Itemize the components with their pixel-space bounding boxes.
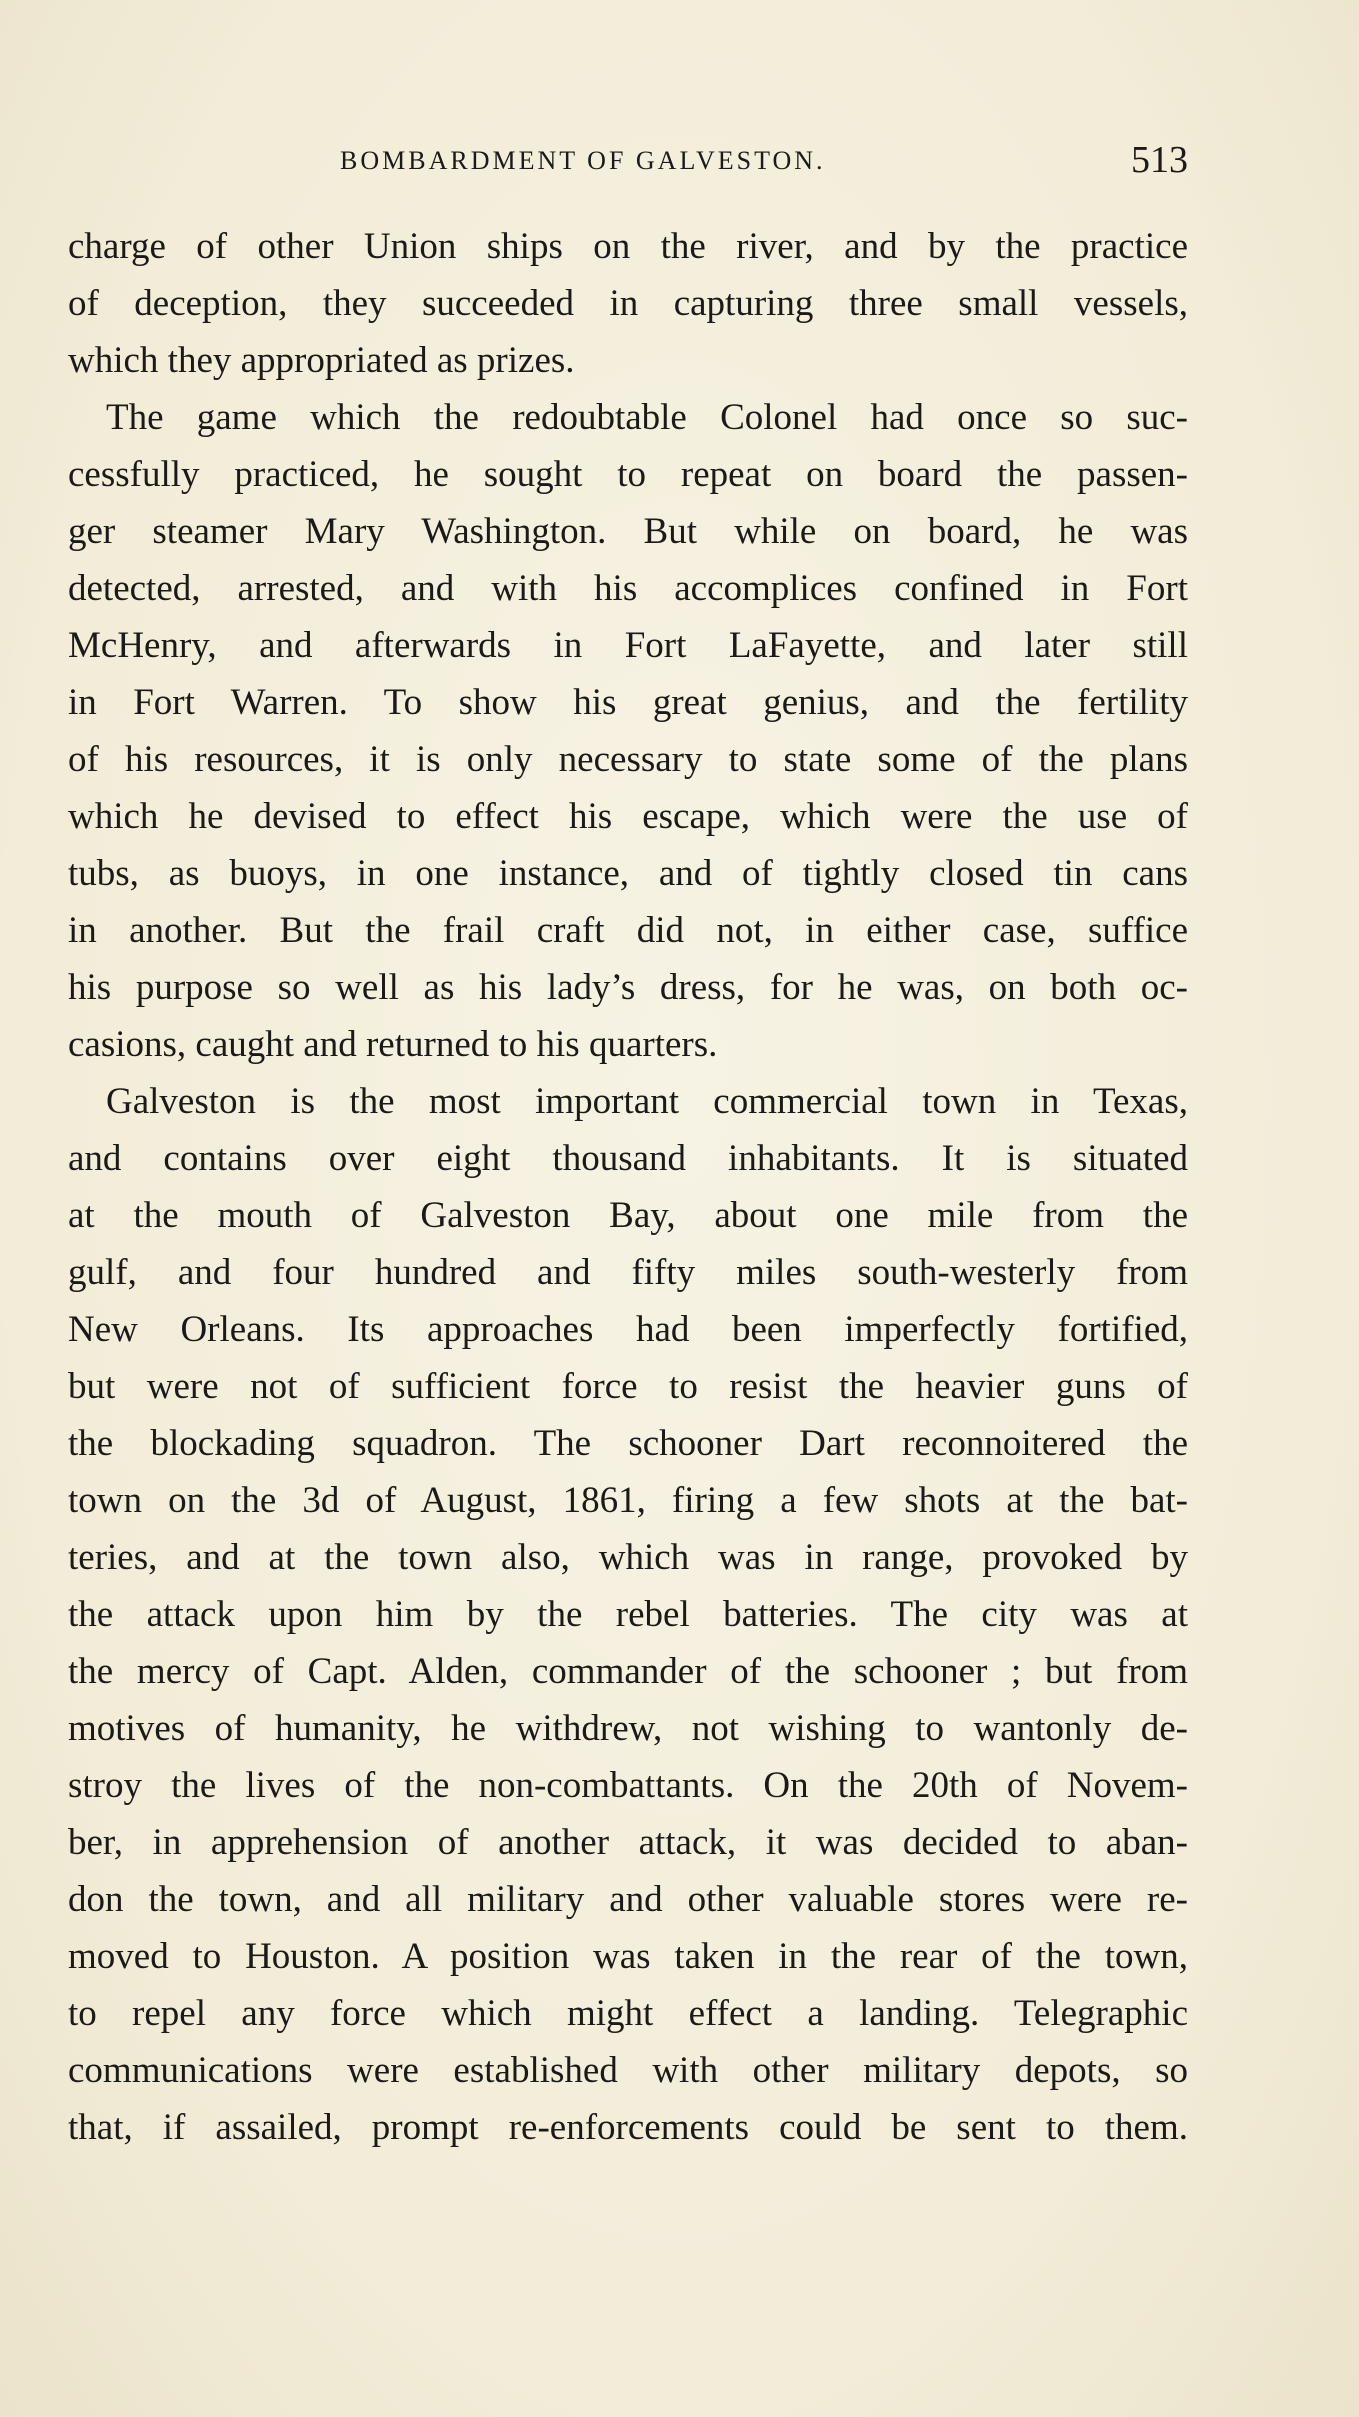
text-line: of his resources, it is only necessary to state some of the plans <box>68 739 1188 780</box>
text-line: to repel any force which might effect a landing. Telegraphic <box>68 1993 1188 2034</box>
text-line: gulf, and four hundred and fifty miles south-westerly from <box>68 1252 1188 1293</box>
text-line: in another. But the frail craft did not, in either case, suffice <box>68 910 1188 951</box>
text-line: his purpose so well as his lady’s dress, for he was, on both oc- <box>68 967 1188 1008</box>
text-line: The game which the redoubtable Colonel had once so suc- <box>106 397 1188 438</box>
text-line: charge of other Union ships on the river, and by the practice <box>68 226 1188 267</box>
text-line: detected, arrested, and with his accomplices confined in Fort <box>68 568 1188 609</box>
page-number: 513 <box>1131 139 1188 181</box>
text-line: town on the 3d of August, 1861, firing a few shots at the bat- <box>68 1480 1188 1521</box>
text-line: ger steamer Mary Washington. But while on board, he was <box>68 511 1188 552</box>
text-line: McHenry, and afterwards in Fort LaFayette, and later still <box>68 625 1188 666</box>
text-line: ber, in apprehension of another attack, it was decided to aban- <box>68 1822 1188 1863</box>
text-line: of deception, they succeeded in capturing three small vessels, <box>68 283 1188 324</box>
body-text <box>68 218 1188 2156</box>
text-line: the blockading squadron. The schooner Dart reconnoitered the <box>68 1423 1188 1464</box>
text-line: in Fort Warren. To show his great genius, and the fertility <box>68 682 1188 723</box>
text-line: at the mouth of Galveston Bay, about one mile from the <box>68 1195 1188 1236</box>
text-line: Galveston is the most important commercial town in Texas, <box>106 1081 1188 1122</box>
text-line: New Orleans. Its approaches had been imperfectly fortified, <box>68 1309 1188 1350</box>
running-title: BOMBARDMENT OF GALVESTON. <box>340 146 826 175</box>
text-line: but were not of sufficient force to resist the heavier guns of <box>68 1366 1188 1407</box>
text-line: the mercy of Capt. Alden, commander of the schooner ; but from <box>68 1651 1188 1692</box>
text-line: and contains over eight thousand inhabitants. It is situated <box>68 1138 1188 1179</box>
text-line: cessfully practiced, he sought to repeat on board the passen- <box>68 454 1188 495</box>
text-line: stroy the lives of the non-combattants. On the 20th of Novem- <box>68 1765 1188 1806</box>
text-line: the attack upon him by the rebel batteries. The city was at <box>68 1594 1188 1635</box>
text-line: motives of humanity, he withdrew, not wishing to wantonly de- <box>68 1708 1188 1749</box>
text-line: tubs, as buoys, in one instance, and of tightly closed tin cans <box>68 853 1188 894</box>
text-line: don the town, and all military and other valuable stores were re- <box>68 1879 1188 1920</box>
running-head <box>68 140 1188 190</box>
text-line: communications were established with other military depots, so <box>68 2050 1188 2091</box>
text-line: moved to Houston. A position was taken in the rear of the town, <box>68 1936 1188 1977</box>
text-line: that, if assailed, prompt re-enforcements could be sent to them. <box>68 2107 1188 2148</box>
text-line: teries, and at the town also, which was in range, provoked by <box>68 1537 1188 1578</box>
text-line: casions, caught and returned to his quarters. <box>68 1024 718 1065</box>
text-line: which they appropriated as prizes. <box>68 340 575 381</box>
text-line: which he devised to effect his escape, which were the use of <box>68 796 1188 837</box>
